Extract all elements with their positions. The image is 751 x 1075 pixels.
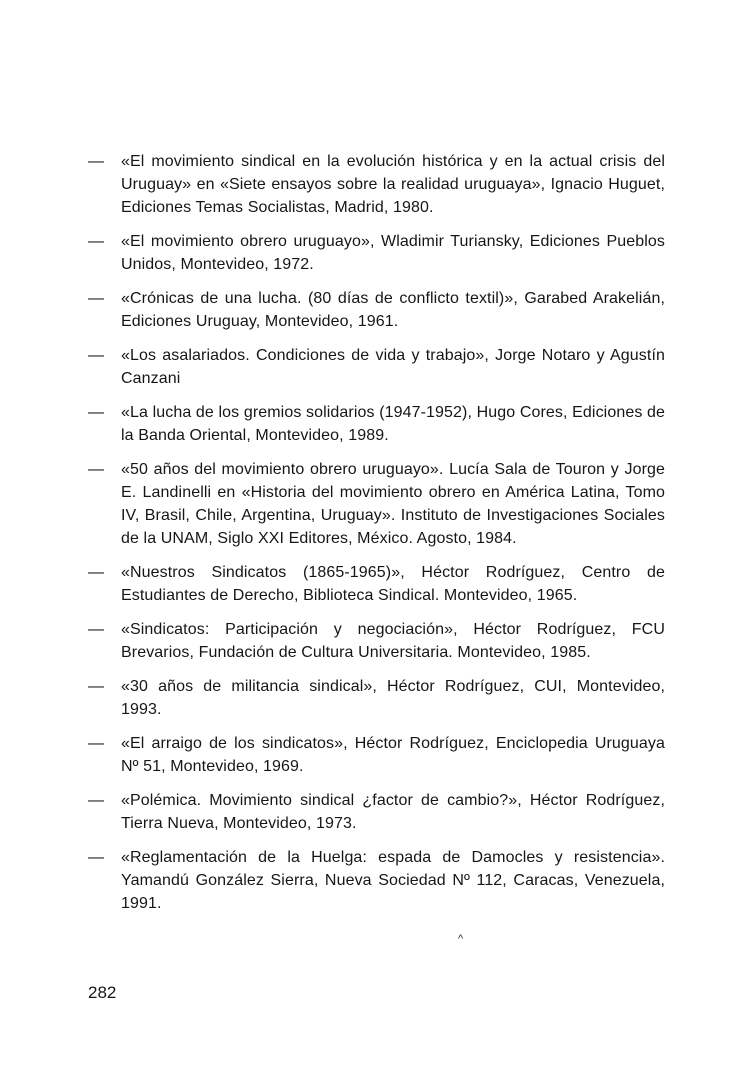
entry-text: «50 años del movimiento obrero uruguayo». Lucía Sala de Touron y Jorge E. Landinelli en «Historia del movimiento obrero en América Latina, Tomo IV, Brasil, Chile, Argentina, Uruguay». Instituto de Investigaciones Sociales de la UNAM, Siglo XXI Editores, México. Agosto, 1984. — [121, 461, 665, 547]
bibliography-entry — [88, 287, 665, 333]
dash-bullet: — — [88, 678, 104, 695]
dash-bullet: — — [88, 849, 104, 866]
scan-artifact-mark: ^ — [458, 933, 464, 945]
bibliography-entry — [88, 789, 665, 835]
dash-bullet: — — [88, 461, 104, 478]
entry-text: «El movimiento sindical en la evolución histórica y en la actual crisis del Uruguay» en «Siete ensayos sobre la realidad uruguaya», Ignacio Huguet, Ediciones Temas Socialistas, Madrid, 1980. — [121, 153, 665, 216]
entry-text: «Sindicatos: Participación y negociación», Héctor Rodríguez, FCU Brevarios, Fundación de Cultura Universitaria. Montevideo, 1985. — [121, 621, 665, 661]
entry-text: «30 años de militancia sindical», Héctor Rodríguez, CUI, Montevideo, 1993. — [121, 678, 665, 718]
dash-bullet: — — [88, 621, 104, 638]
entry-text: «Crónicas de una lucha. (80 días de conflicto textil)», Garabed Arakelián, Ediciones Uruguay, Montevideo, 1961. — [121, 290, 665, 330]
bibliography-entry — [88, 458, 665, 550]
dash-bullet: — — [88, 735, 104, 752]
entry-text: «El movimiento obrero uruguayo», Wladimir Turiansky, Ediciones Pueblos Unidos, Montevideo, 1972. — [121, 233, 665, 273]
dash-bullet: — — [88, 290, 104, 307]
bibliography-entry — [88, 150, 665, 219]
dash-bullet: — — [88, 233, 104, 250]
dash-bullet: — — [88, 153, 104, 170]
entry-text: «Los asalariados. Condiciones de vida y trabajo», Jorge Notaro y Agustín Canzani — [121, 347, 665, 387]
entry-text: «Reglamentación de la Huelga: espada de Damocles y resistencia». Yamandú González Sierra, Nueva Sociedad Nº 112, Caracas, Venezuela, 1991. — [121, 849, 665, 912]
entry-text: «La lucha de los gremios solidarios (1947-1952), Hugo Cores, Ediciones de la Banda Oriental, Montevideo, 1989. — [121, 404, 665, 444]
dash-bullet: — — [88, 792, 104, 809]
bibliography-entry — [88, 732, 665, 778]
bibliography-entry — [88, 675, 665, 721]
entry-text: «Nuestros Sindicatos (1865-1965)», Héctor Rodríguez, Centro de Estudiantes de Derecho, Biblioteca Sindical. Montevideo, 1965. — [121, 564, 665, 604]
page-number: 282 — [88, 983, 117, 1002]
entry-text: «Polémica. Movimiento sindical ¿factor de cambio?», Héctor Rodríguez, Tierra Nueva, Montevideo, 1973. — [121, 792, 665, 832]
bibliography-entry — [88, 846, 665, 915]
bibliography-entry — [88, 618, 665, 664]
bibliography-entry — [88, 230, 665, 276]
dash-bullet: — — [88, 347, 104, 364]
entry-text: «El arraigo de los sindicatos», Héctor Rodríguez, Enciclopedia Uruguaya Nº 51, Montevideo, 1969. — [121, 735, 665, 775]
dash-bullet: — — [88, 404, 104, 421]
bibliography-entry — [88, 561, 665, 607]
dash-bullet: — — [88, 564, 104, 581]
bibliography-list — [88, 150, 665, 926]
bibliography-entry — [88, 401, 665, 447]
bibliography-entry — [88, 344, 665, 390]
